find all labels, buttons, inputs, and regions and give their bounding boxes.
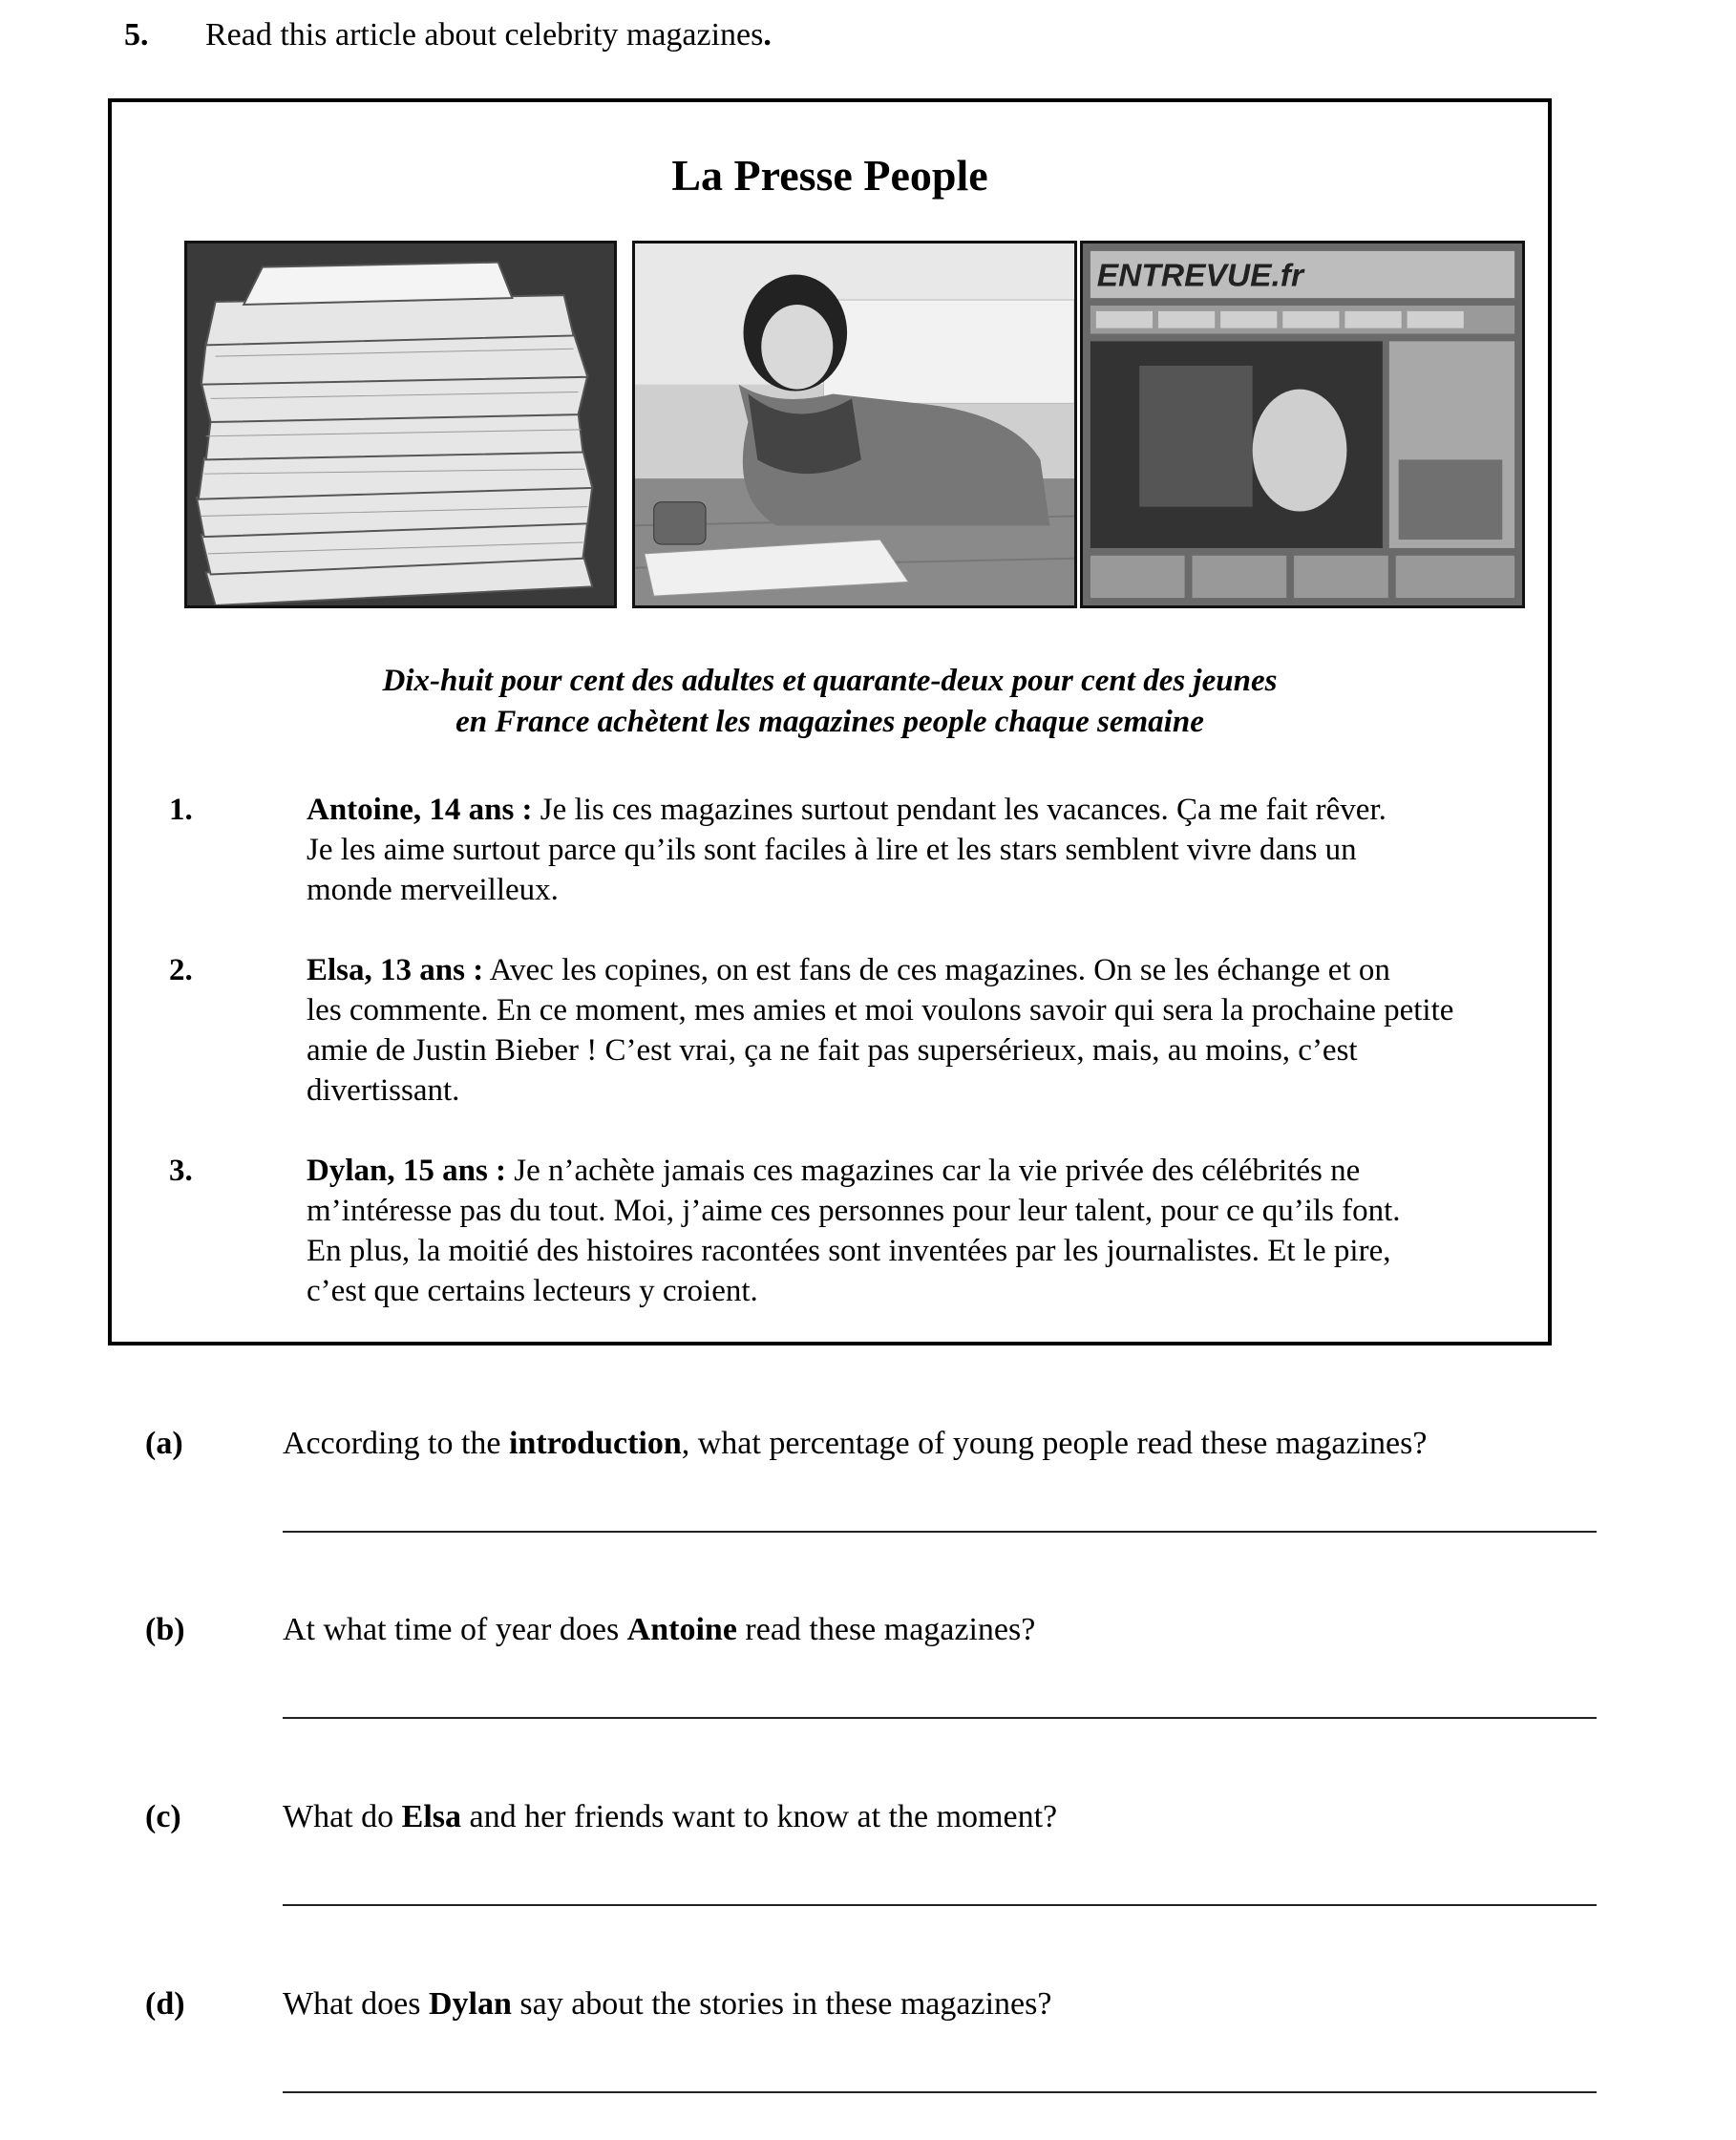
article-title: La Presse People [671, 151, 988, 200]
question-period: . [763, 17, 772, 53]
subquestion-text: , what percentage of young people read these magazines? [681, 1426, 1428, 1461]
entry-line: amie de Justin Bieber ! C’est vrai, ça ne fait pas supersérieux, mais, au moins, c’est [307, 1033, 1358, 1068]
entry-antoine [169, 790, 1525, 910]
answer-line[interactable] [283, 1717, 1597, 1719]
entry-number: 3. [169, 1154, 193, 1188]
website-logo-text: ENTREVUE.fr [1096, 258, 1304, 294]
entry-line: divertissant. [307, 1073, 460, 1108]
subquestion-label: (c) [145, 1799, 181, 1834]
answer-line[interactable] [283, 1531, 1597, 1533]
entry-line: En plus, la moitié des histoires racontées sont inventées par les journalistes. Et le pire, [307, 1234, 1391, 1268]
entry-line: m’intéresse pas du tout. Moi, j’aime ces personnes pour leur talent, pour ce qu’ils font. [307, 1194, 1401, 1228]
subquestion-keyword: Dylan [428, 1986, 512, 2022]
entry-line: monde merveilleux. [307, 873, 559, 907]
entry-dylan [169, 1151, 1525, 1311]
subquestion-text: What does [283, 1986, 429, 2022]
question-header [124, 17, 772, 53]
subquestion-label: (d) [145, 1986, 185, 2022]
entry-line: les commente. En ce moment, mes amies et moi voulons savoir qui sera la prochaine petite [307, 993, 1454, 1028]
article-intro [112, 661, 1548, 743]
subquestion-text: According to the [283, 1426, 509, 1461]
woman-reading-photo [632, 241, 1077, 608]
subquestion-text: read these magazines? [736, 1612, 1036, 1647]
subquestion-c [145, 1799, 1597, 1835]
question-number: 5. [124, 17, 149, 53]
subquestion-label: (b) [145, 1612, 185, 1647]
answer-line[interactable] [283, 1904, 1597, 1906]
entry-line: Avec les copines, on est fans de ces magazines. On se les échange et on [489, 953, 1390, 987]
subquestion-a [145, 1426, 1597, 1462]
magazine-stack-photo [184, 241, 617, 608]
entry-line: Je n’achète jamais ces magazines car la vie privée des célébrités ne [514, 1154, 1361, 1188]
entry-line: Je lis ces magazines surtout pendant les vacances. Ça me fait rêver. [540, 793, 1387, 827]
question-text: Read this article about celebrity magazines [205, 17, 764, 53]
entry-speaker: Antoine, 14 ans : [307, 793, 533, 827]
intro-line-2: en France achètent les magazines people chaque semaine [455, 705, 1204, 739]
magazine-website-photo [1080, 241, 1525, 608]
entry-elsa [169, 950, 1525, 1111]
subquestion-d [145, 1986, 1597, 2023]
subquestion-label: (a) [145, 1426, 183, 1461]
subquestion-keyword: Elsa [401, 1799, 461, 1834]
subquestion-b [145, 1612, 1597, 1648]
answer-line[interactable] [283, 2091, 1597, 2093]
subquestion-text: say about the stories in these magazines? [511, 1986, 1052, 2022]
subquestion-text: At what time of year does [283, 1612, 627, 1647]
article-box [108, 98, 1552, 1345]
subquestion-keyword: introduction [509, 1426, 682, 1461]
entry-line: Je les aime surtout parce qu’ils sont faciles à lire et les stars semblent vivre dans un [307, 833, 1357, 867]
subquestion-text: What do [283, 1799, 402, 1834]
entry-line: c’est que certains lecteurs y croient. [307, 1274, 758, 1308]
subquestion-keyword: Antoine [626, 1612, 737, 1647]
subquestion-text: and her friends want to know at the moment? [461, 1799, 1058, 1834]
entry-speaker: Dylan, 15 ans : [307, 1154, 507, 1188]
entry-number: 2. [169, 953, 193, 987]
entry-speaker: Elsa, 13 ans : [307, 953, 484, 987]
entry-number: 1. [169, 793, 193, 827]
intro-line-1: Dix-huit pour cent des adultes et quarante-deux pour cent des jeunes [382, 664, 1278, 698]
